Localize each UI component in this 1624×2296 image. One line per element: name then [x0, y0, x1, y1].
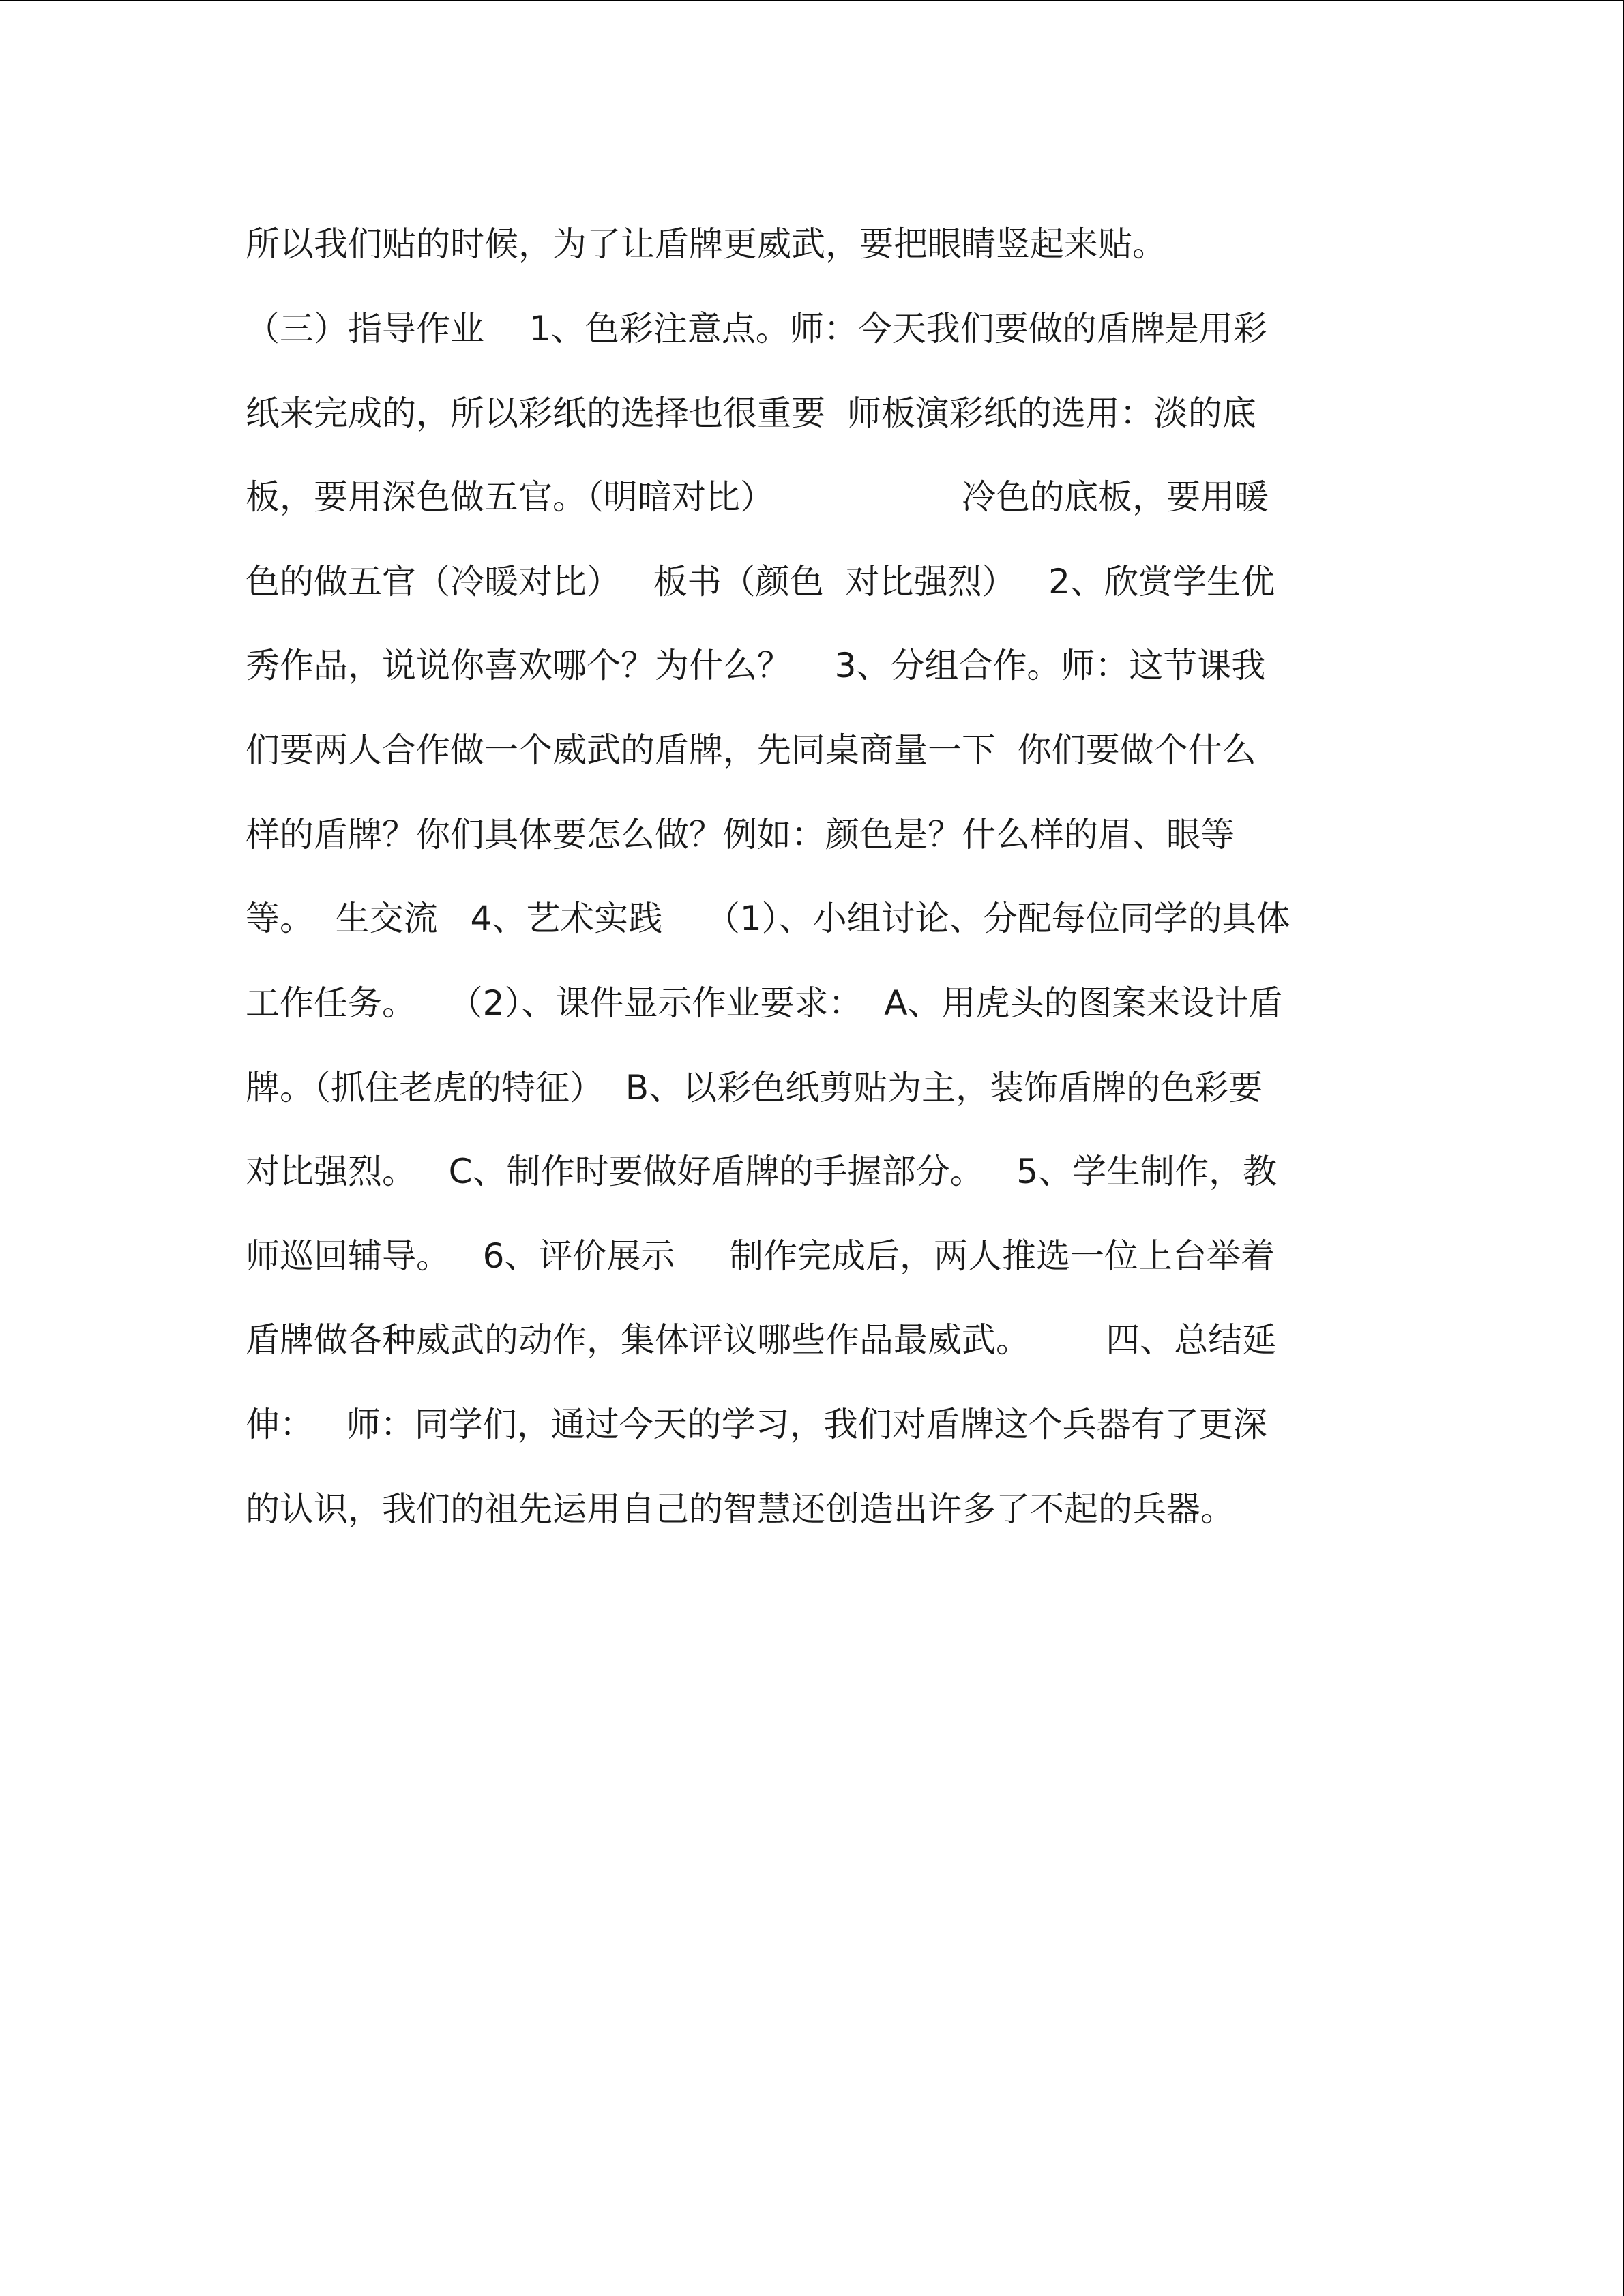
- text-line: 的认识，我们的祖先运用自己的智慧还创造出许多了不起的兵器。: [246, 1489, 1235, 1529]
- text-line: 色的做五官（冷暖对比） 板书（颜色 对比强烈） 2、欣赏学生优: [246, 562, 1275, 601]
- text-line: 对比强烈。 C、制作时要做好盾牌的手握部分。 5、学生制作，教: [246, 1152, 1278, 1191]
- text-line: （三）指导作业 1、色彩注意点。师：今天我们要做的盾牌是用彩: [246, 309, 1267, 348]
- text-line: 们要两人合作做一个威武的盾牌，先同桌商量一下 你们要做个什么: [246, 730, 1256, 770]
- text-line: 伸： 师：同学们，通过今天的学习，我们对盾牌这个兵器有了更深: [246, 1405, 1267, 1444]
- text-line: 工作任务。 （2）、课件显示作业要求： A、用虎头的图案来设计盾: [246, 983, 1283, 1023]
- text-line: 师巡回辅导。 6、评价展示 制作完成后，两人推选一位上台举着: [246, 1236, 1275, 1276]
- text-line: 盾牌做各种威武的动作，集体评议哪些作品最威武。 四、总结延: [246, 1320, 1277, 1360]
- text-line: 样的盾牌？你们具体要怎么做？例如：颜色是？什么样的眉、眼等: [246, 815, 1235, 854]
- text-line: 等。 生交流 4、艺术实践 （1）、小组讨论、分配每位同学的具体: [246, 899, 1290, 938]
- text-line: 牌。（抓住老虎的特征） B、以彩色纸剪贴为主，装饰盾牌的色彩要: [246, 1068, 1263, 1107]
- text-line: 所以我们贴的时候，为了让盾牌更威武，要把眼睛竖起来贴。: [246, 224, 1166, 264]
- text-line: 板，要用深色做五官。（明暗对比） 冷色的底板，要用暖: [246, 477, 1269, 517]
- text-line: 秀作品，说说你喜欢哪个？为什么？ 3、分组合作。师：这节课我: [246, 646, 1266, 685]
- text-line: 纸来完成的，所以彩纸的选择也很重要 师板演彩纸的选用：淡的底: [246, 393, 1256, 433]
